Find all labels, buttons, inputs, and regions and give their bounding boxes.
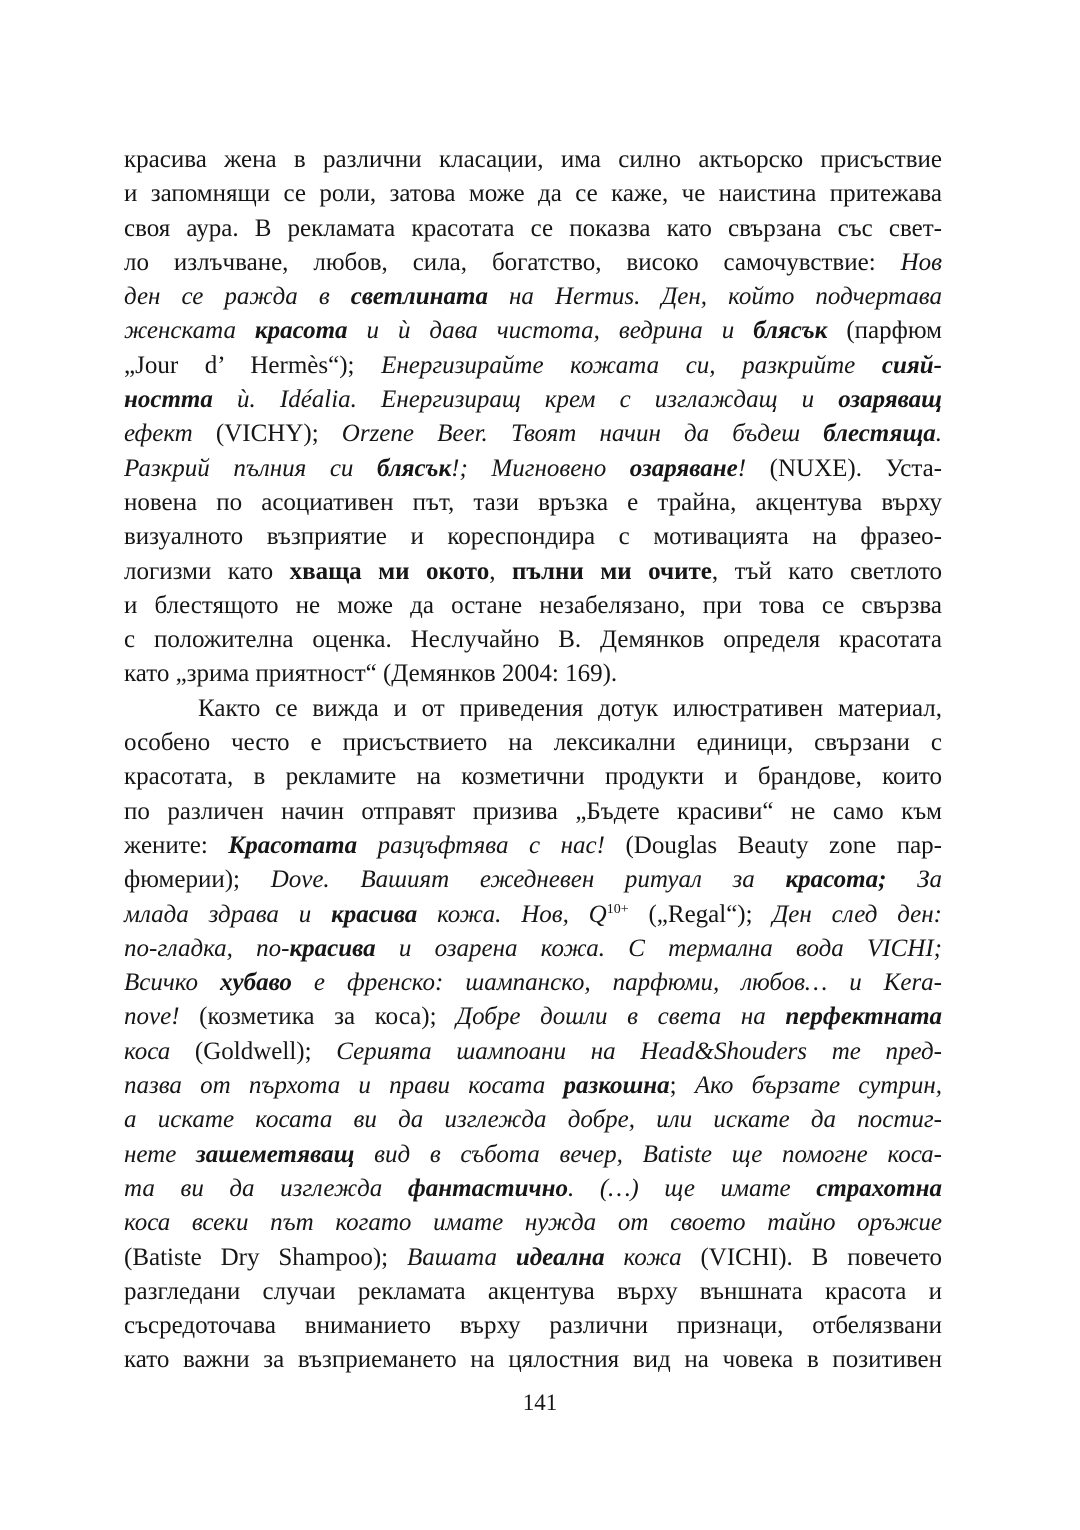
text-run: ! xyxy=(737,454,747,482)
text-run: съсредоточава вниманието върху различни признаци, отбелязвани xyxy=(124,1312,942,1340)
text-run: ден се ражда в xyxy=(124,283,351,311)
text-run: Красотата xyxy=(228,831,358,859)
text-line xyxy=(124,280,942,314)
text-run: женската xyxy=(124,317,255,345)
text-run: красотата, в рекламите на козметични продукти и брандове, които xyxy=(124,763,942,791)
text-run: и запомнящи се роли, затова може да се каже, че наистина притежава xyxy=(124,180,942,208)
text-line xyxy=(124,349,942,383)
text-line xyxy=(124,692,942,726)
text-run: като „зрима приятност“ (Демянков 2004: 169). xyxy=(124,660,618,688)
text-run: красива xyxy=(289,934,376,962)
text-run: (Douglas Beauty zone пар- xyxy=(604,831,942,859)
text-run: Ден след ден: xyxy=(772,900,942,928)
text-run: вид в събота вечер, Batiste ще помогне коса- xyxy=(354,1140,942,1168)
text-line xyxy=(124,657,942,691)
text-run: . xyxy=(935,420,943,448)
text-run: , xyxy=(489,557,512,585)
text-line xyxy=(124,760,942,794)
text-line xyxy=(124,143,942,177)
text-run: та ви да изглежда xyxy=(124,1174,408,1202)
text-line xyxy=(124,417,942,451)
text-run: Вашата xyxy=(406,1243,516,1271)
text-run: и ѝ дава чистота, ведрина и xyxy=(347,317,754,345)
text-run: по различен начин отправят призива „Бъдете красиви“ не само към xyxy=(124,797,942,825)
text-line xyxy=(124,623,942,657)
text-run: ; xyxy=(669,1072,695,1100)
text-line xyxy=(124,1138,942,1172)
text-line xyxy=(124,589,942,623)
text-line xyxy=(124,863,942,897)
text-line xyxy=(124,555,942,589)
text-run: Всичко xyxy=(124,969,221,997)
text-line xyxy=(124,1069,942,1103)
text-run: сияй- xyxy=(881,351,942,379)
text-run: разкошна xyxy=(563,1072,670,1100)
text-line xyxy=(124,1103,942,1137)
text-run: и озарена кожа. С термална вода VICHI; xyxy=(375,934,943,962)
text-line xyxy=(124,1241,942,1275)
text-run: Dove. Вашият ежедневен ритуал за xyxy=(270,866,786,894)
text-run: nove! xyxy=(124,1003,180,1031)
text-run: (Goldwell); xyxy=(170,1037,337,1065)
text-run: кожа. Нов, Q xyxy=(417,900,607,928)
text-run: разгледани случаи рекламата акцентува върху външната красота и xyxy=(124,1277,942,1305)
text-run: хубаво xyxy=(220,969,292,997)
text-line xyxy=(124,795,942,829)
text-line xyxy=(124,212,942,246)
text-run: разцъфтява с нас! xyxy=(357,831,605,859)
text-run: (парфюм xyxy=(827,317,942,345)
text-run: („Regal“); xyxy=(628,900,773,928)
text-run: нете xyxy=(124,1140,197,1168)
body-text xyxy=(124,143,942,1378)
text-run: , тъй като светлото xyxy=(711,557,942,585)
text-run: блясък xyxy=(753,317,828,345)
text-run: с положителна оценка. Неслучайно В. Демянков определя красотата xyxy=(124,626,942,654)
text-run: фюмерии); xyxy=(124,866,271,894)
text-line xyxy=(124,1275,942,1309)
text-run: новена по асоциативен път, тази връзка е трайна, акцентува върху xyxy=(124,488,942,516)
text-run: . (…) ще имате xyxy=(568,1174,817,1202)
text-line xyxy=(124,452,942,486)
text-run: Ако бързате сутрин, xyxy=(694,1072,943,1100)
text-run: ефект xyxy=(124,420,193,448)
text-run: на Hermus. Ден, който подчертава xyxy=(487,283,942,311)
text-line xyxy=(124,177,942,211)
text-run: блясък xyxy=(376,454,452,482)
text-run: идеална xyxy=(515,1243,605,1271)
text-run: логизми като xyxy=(124,557,290,585)
text-run: перфектната xyxy=(785,1003,943,1031)
text-run: блестяща xyxy=(823,420,936,448)
text-run: (NUXE). Уста- xyxy=(746,454,943,482)
page-number: 141 xyxy=(522,1390,558,1415)
text-run: Добре дошли в света на xyxy=(456,1003,786,1031)
text-run: Серията шампоани на Head&Shouders те пред- xyxy=(336,1037,942,1065)
text-line xyxy=(124,1343,942,1377)
text-line xyxy=(124,1000,942,1034)
text-run: а искате косата ви да изглежда добре, или искате да постиг- xyxy=(124,1106,942,1134)
text-run: ността xyxy=(124,386,213,414)
text-run: хваща ми окото xyxy=(289,557,490,585)
text-line xyxy=(124,314,942,348)
text-run: особено често е присъствието на лексикални единици, свързани с xyxy=(124,729,942,757)
text-run: ло излъчване, любов, сила, богатство, високо самочувствие: xyxy=(124,248,901,276)
text-run: зашеметяващ xyxy=(196,1140,355,1168)
text-line xyxy=(124,932,942,966)
text-line xyxy=(124,726,942,760)
text-run: красива жена в различни класации, има силно актьорско присъствие xyxy=(124,146,942,173)
text-run: „Jour d’ Hermès“); xyxy=(124,351,382,379)
text-run: своя аура. В рекламата красотата се показва като свързана със свет- xyxy=(124,214,942,242)
text-run: (VICHI). В повечето xyxy=(681,1243,942,1271)
text-run: Както се вижда и от приведения дотук илюстративен материал, xyxy=(198,694,942,722)
superscript-text: 10+ xyxy=(606,901,629,917)
text-run: красива xyxy=(331,900,418,928)
text-run: пълни ми очите xyxy=(511,557,712,585)
text-run: Енергизирайте кожата си, разкрийте xyxy=(381,351,882,379)
text-line xyxy=(124,1206,942,1240)
text-line xyxy=(124,383,942,417)
text-run: млада здрава и xyxy=(124,900,332,928)
text-run: (козметика за коса); xyxy=(179,1003,457,1031)
text-line xyxy=(124,1035,942,1069)
text-run: озаряване xyxy=(629,454,738,482)
text-run: ѝ. Idéalia. Енергизиращ крем с изглаждащ и xyxy=(212,386,839,414)
text-run: !; Мигновено xyxy=(451,454,630,482)
text-run: по-гладка, по- xyxy=(124,934,290,962)
text-line xyxy=(124,898,942,932)
text-run: пазва от пърхота и прави косата xyxy=(124,1072,564,1100)
text-line xyxy=(124,486,942,520)
text-run: За xyxy=(886,866,942,894)
text-run: като важни за възприемането на цялостния вид на човека в позитивен xyxy=(124,1346,942,1374)
text-line xyxy=(124,1309,942,1343)
text-run: е френско: шампанско, парфюми, любов… и Kera- xyxy=(291,969,942,997)
text-run: визуалното възприятие и кореспондира с мотивацията на фразео- xyxy=(124,523,942,551)
text-run: (VICHY); xyxy=(192,420,342,448)
text-run: и блестящото не може да остане незабелязано, при това се свързва xyxy=(124,591,942,619)
text-run: светлината xyxy=(350,283,488,311)
text-run: Нов xyxy=(900,248,942,276)
text-run: жените: xyxy=(124,831,229,859)
text-run: страхотна xyxy=(816,1174,942,1202)
text-run: Orzene Beer. Твоят начин да бъдеш xyxy=(341,420,824,448)
text-run: фантастично xyxy=(407,1174,569,1202)
text-run: коса xyxy=(124,1037,171,1065)
text-run: Разкрий пълния си xyxy=(124,454,377,482)
text-run: красота; xyxy=(785,866,887,894)
text-line xyxy=(124,829,942,863)
text-run: озаряващ xyxy=(838,386,942,414)
text-run: кожа xyxy=(604,1243,682,1271)
text-line xyxy=(124,520,942,554)
text-line xyxy=(124,966,942,1000)
text-run: коса всеки път когато имате нужда от своето тайно оръжие xyxy=(124,1209,942,1237)
text-line xyxy=(124,1172,942,1206)
text-line xyxy=(124,246,942,280)
text-run: (Batiste Dry Shampoo); xyxy=(124,1243,407,1271)
text-run: красота xyxy=(254,317,348,345)
